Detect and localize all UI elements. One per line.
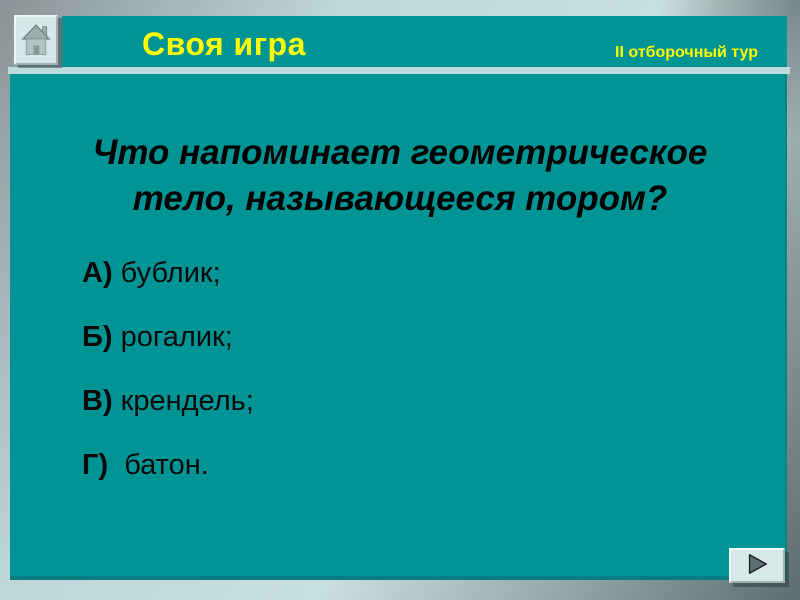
home-icon (18, 19, 54, 62)
next-button[interactable] (729, 548, 785, 583)
option-a (82, 259, 254, 288)
option-a-label: А) (82, 257, 113, 289)
option-g (82, 451, 254, 480)
option-b (82, 323, 254, 352)
round-label: II отборочный тур (615, 44, 758, 61)
play-icon (744, 551, 770, 580)
option-b-text: рогалик; (112, 321, 233, 353)
options-list (82, 259, 254, 480)
option-v-text: крендель; (112, 385, 254, 417)
divider-line (8, 67, 790, 74)
page-title: Своя игра (142, 26, 306, 62)
question-text: Что напоминает геометрическое тело, называющееся тором? (92, 133, 708, 218)
option-v (82, 387, 254, 416)
option-g-text: батон. (108, 449, 209, 481)
option-g-label: Г) (82, 449, 109, 481)
option-a-text: бублик; (112, 257, 221, 289)
option-b-label: Б) (82, 321, 113, 353)
home-button[interactable] (14, 15, 58, 65)
option-v-label: В) (82, 385, 113, 417)
